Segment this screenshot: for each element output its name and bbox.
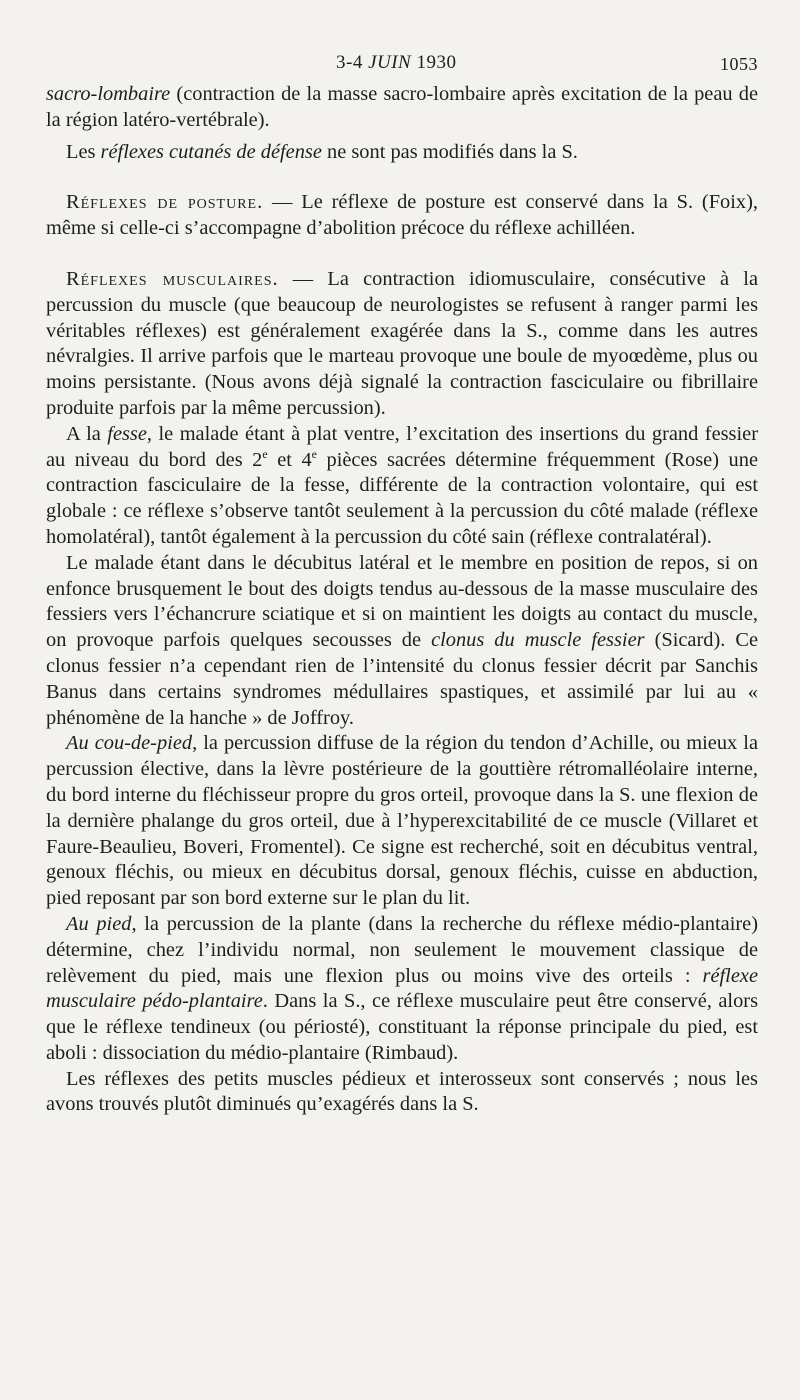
p1-italic: sacro-lombaire <box>46 83 171 105</box>
section-heading-posture: Réflexes de posture. <box>66 191 264 214</box>
p1-text: (contraction de la masse sacro-lombaire après excitation de la peau de la région latéro-vertébrale). <box>46 83 758 131</box>
p5-text-a: A la <box>66 422 108 445</box>
p5-italic: fesse <box>107 422 147 445</box>
paragraph-6 <box>46 551 758 732</box>
p5-sup-1: e <box>262 446 268 461</box>
p5-sup-2: e <box>311 446 317 461</box>
p6-italic: clonus du muscle fessier <box>431 629 645 652</box>
header-date-month: JUIN <box>368 52 412 73</box>
p2-italic: réflexes cutanés de défense <box>100 140 322 163</box>
p8-italic-c: réflexe musculaire pédo-plantaire <box>46 964 758 1013</box>
paragraph-1 <box>46 82 758 134</box>
p6-text-c: (Sicard). Ce clonus fessier n’a cependant rien de l’intensité du clonus fessier décrit par Sanchis Banus dans certains syndromes médullaires spastiques, et assimilé par lui au « phénomène de la hanche » de Joffroy. <box>46 629 758 729</box>
p7-text: , la percussion diffuse de la région du tendon d’Achille, ou mieux la percussion élective, dans la lèvre postérieure de la gouttière rétromalléolaire interne, du bord interne du fléchisseur propre du gros orteil, provoque dans la S. une flexion de la dernière phalange du gros orteil, due à l’hyperexcitabilité de ce muscle (Villaret et Faure-Beaulieu, Boveri, Fromentel). Ce signe est recherché, soit en décubitus ventral, genoux fléchis, ou mieux en décubitus dorsal, genoux fléchis, cuisse en abduction, pied reposant par son bord externe sur le plan du lit. <box>46 732 759 910</box>
p5-text-c: , le malade étant à plat ventre, l’excitation des insertions du grand fessier au niveau du bord des 2 <box>46 422 759 471</box>
p8-text-b: , la percussion de la plante (dans la recherche du réflexe médio-plantaire) détermine, chez l’individu normal, non seulement le mouvement classique de relèvement du pied, mais une flexion plus ou moins vive des orteils : <box>46 912 758 987</box>
header-date-day: 3-4 <box>336 52 369 73</box>
p5-text-e: pièces sacrées détermine fréquemment (Rose) une contraction fasciculaire de la fesse, différente de la contraction volontaire, qui est globale : ce réflexe s’observe tantôt seulement à la percussion du côté malade (réflexe homolatéral), tantôt également à la percussion du côté sain (réflexe contralatéral). <box>46 448 758 548</box>
running-header <box>46 46 758 82</box>
paragraph-4 <box>46 267 758 422</box>
page-number: 1053 <box>720 54 758 74</box>
paragraph-7 <box>46 731 758 912</box>
p2-text-c: ne sont pas modifiés dans la S. <box>321 140 578 163</box>
body-text <box>46 82 758 1118</box>
paragraph-3 <box>46 190 758 242</box>
p9-text: Les réflexes des petits muscles pédieux et interosseux sont conservés ; nous les avons trouvés plutôt diminués qu’exagérés dans la S. <box>46 1067 758 1116</box>
header-date <box>336 52 456 74</box>
paragraph-5 <box>46 422 758 551</box>
p8-text-d: . Dans la S., ce réflexe musculaire peut être conservé, alors que le réflexe tendineux (ou périosté), constituant la réponse principale du pied, est aboli : dissociation du médio-plantaire (Rimbaud). <box>46 990 759 1064</box>
p2-text-a: Les <box>66 140 101 163</box>
p6-text-a: Le malade étant dans le décubitus latéral et le membre en position de repos, si on enfonce brusquement le bout des doigts tendus au-dessous de la masse musculaire des fessiers vers l’échancrure sciatique et si on maintient les doigts au contact du muscle, on provoque parfois quelques secousses de <box>46 551 758 652</box>
header-date-year: 1930 <box>411 52 457 73</box>
paragraph-2 <box>46 140 758 166</box>
paragraph-9 <box>46 1067 758 1119</box>
paragraph-8 <box>46 912 758 1067</box>
p5-text-d: et 4 <box>267 448 312 471</box>
p7-italic: Au cou-de-pied <box>66 732 193 755</box>
p3-text: — Le réflexe de posture est conservé dans la S. (Foix), même si celle-ci s’accompagne d’abolition précoce du réflexe achilléen. <box>46 191 758 240</box>
p8-italic-a: Au pied <box>66 912 132 935</box>
p4-text: — La contraction idiomusculaire, consécutive à la percussion du muscle (que beaucoup de neurologistes se refusent à ranger parmi les véritables réflexes) est généralement exagérée dans la S., comme dans les autres névralgies. Il arrive parfois que le marteau provoque une boule de myoœdème, plus ou moins persistante. (Nous avons déjà signalé la contraction fasciculaire ou fibrillaire produite parfois par la même percussion). <box>46 267 758 419</box>
section-heading-musculaires: Réflexes musculaires. <box>66 267 279 290</box>
